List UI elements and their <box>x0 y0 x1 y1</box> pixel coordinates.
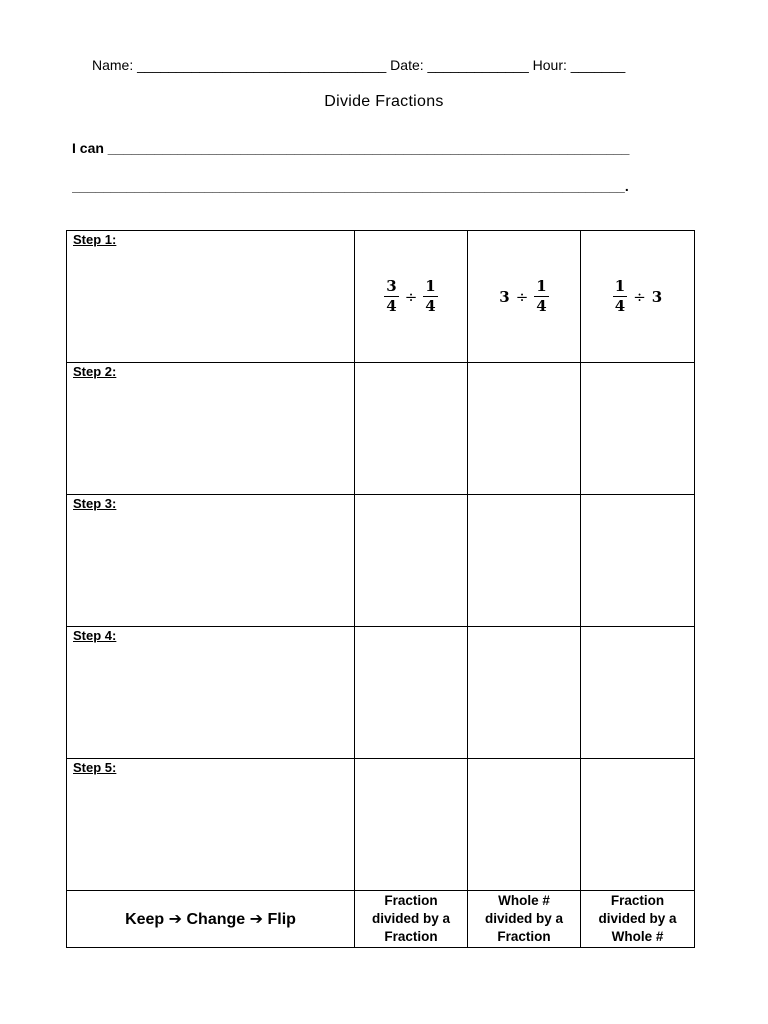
column-label-fraction-by-whole: Fraction divided by a Whole # <box>581 891 695 948</box>
date-field[interactable]: Date: _____________ <box>390 57 529 73</box>
work-cell[interactable] <box>581 495 695 627</box>
step-cell[interactable] <box>67 231 355 363</box>
work-cell[interactable] <box>468 759 581 891</box>
divide-sign: ÷ <box>515 287 529 306</box>
problem-cell-2[interactable] <box>468 231 581 363</box>
step-cell[interactable] <box>67 363 355 495</box>
page-title: Divide Fractions <box>324 93 444 110</box>
work-cell[interactable] <box>355 759 468 891</box>
fraction: $\frac{1}{4}$ <box>614 277 626 315</box>
divide-sign: ÷ <box>633 288 646 306</box>
problem-expression <box>499 276 548 315</box>
work-cell[interactable] <box>355 363 468 495</box>
work-cell[interactable] <box>468 627 581 759</box>
header-line <box>92 57 682 73</box>
column-label-whole-by-fraction: Whole # divided by a Fraction <box>468 891 581 948</box>
step-cell[interactable] <box>67 495 355 627</box>
work-cell[interactable] <box>355 627 468 759</box>
whole-number: 3 <box>499 287 510 306</box>
step-label: Step 1: <box>73 232 117 247</box>
problem-expression <box>384 279 437 315</box>
table-row <box>67 627 695 759</box>
step-label: Step 3: <box>73 496 117 511</box>
problem-expression <box>613 279 662 315</box>
work-cell[interactable] <box>355 495 468 627</box>
fraction: $\frac{1}{4}$ <box>425 277 436 315</box>
problem-cell-3[interactable] <box>581 231 695 363</box>
step-cell[interactable] <box>67 759 355 891</box>
column-label-fraction-by-fraction: Fraction divided by a Fraction <box>355 891 468 948</box>
objective-line-2[interactable]: _______________________________________________________________________. <box>72 178 629 194</box>
work-cell[interactable] <box>581 363 695 495</box>
fraction: $\frac{3}{4}$ <box>386 277 397 315</box>
step-label: Step 5: <box>73 760 117 775</box>
hour-field[interactable]: Hour: _______ <box>532 57 626 73</box>
work-cell[interactable] <box>581 759 695 891</box>
fraction: $\frac{1}{4}$ <box>536 276 547 315</box>
table-row <box>67 759 695 891</box>
table-row <box>67 363 695 495</box>
table-footer-row <box>67 891 695 948</box>
divide-sign: ÷ <box>404 288 418 306</box>
work-cell[interactable] <box>468 363 581 495</box>
step-cell[interactable] <box>67 627 355 759</box>
table-row <box>67 231 695 363</box>
work-cell[interactable] <box>468 495 581 627</box>
work-cell[interactable] <box>581 627 695 759</box>
whole-number: 3 <box>651 288 663 306</box>
objective-line-1[interactable]: I can ___________________________________________________________________ <box>72 140 630 156</box>
step-label: Step 4: <box>73 628 117 643</box>
table-row <box>67 495 695 627</box>
steps-table <box>66 230 695 948</box>
problem-cell-1[interactable] <box>355 231 468 363</box>
keep-change-flip-rule: Keep ➔ Change ➔ Flip <box>67 891 355 948</box>
step-label: Step 2: <box>73 364 117 379</box>
name-field[interactable]: Name: ________________________________ <box>92 57 387 73</box>
